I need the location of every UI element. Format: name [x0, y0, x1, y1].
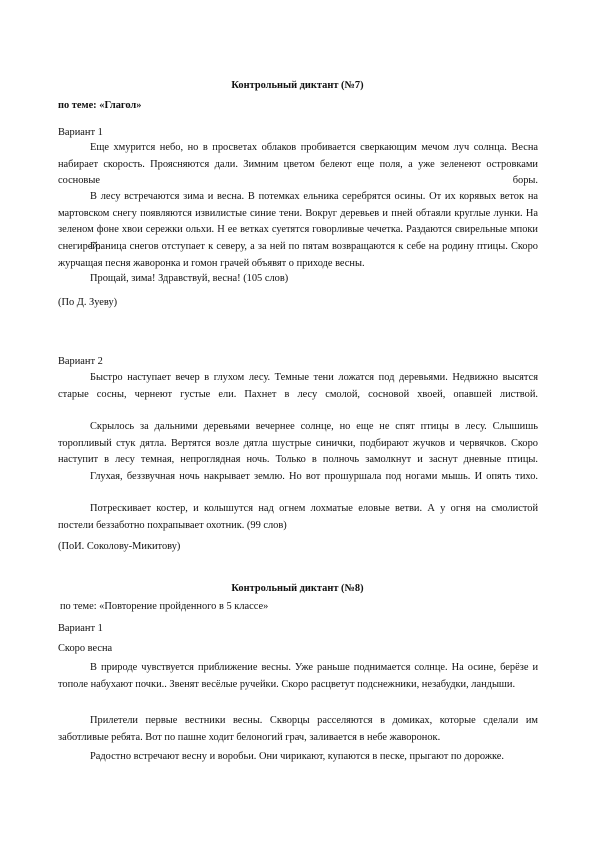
dictation-7-variant-1-label: Вариант 1	[58, 127, 103, 138]
dictation-8-heading: Скоро весна	[58, 643, 113, 654]
d7-v2-paragraph-3: Глухая, беззвучная ночь накрывает землю. Но вот прошуршала под ногами мышь. И опять тихо.	[90, 471, 538, 482]
d7-v1-source: (По Д. Зуеву)	[58, 297, 118, 308]
d8-v1-paragraph-1: В природе чувствуется приближение весны. Уже раньше поднимается солнце. На осине, берёзе и тополе набухают почки.. Звенят весёлые ручейки. Скоро расцветут подснежники, незабудки, ландыши.	[58, 662, 538, 690]
d7-v1-paragraph-4: Прощай, зима! Здравствуй, весна! (105 слов)	[90, 273, 289, 284]
dictation-7-title: Контрольный диктант (№7)	[231, 80, 364, 91]
d7-v2-paragraph-1: Быстро наступает вечер в глухом лесу. Темные тени ложатся под деревьями. Недвижно высятся старые сосны, чернеют густые ели. Пахнет в лесу смолой, сосновой хвоей, опавшей листвой.	[58, 372, 538, 400]
d7-v2-source: (ПоИ. Соколову-Микитову)	[58, 541, 181, 552]
d7-v1-paragraph-3: Граница снегов отступает к северу, а за ней по пятам возвращаются к себе на родину птицы. Скоро журчащая песня жаворонка и гомон грачей объявят о приходе весны.	[58, 241, 538, 269]
d7-v1-paragraph-1: Еще хмурится небо, но в просветах облаков пробивается сверкающим мечом луч солнца. Весна набирает скорость. Проясняются дали. Зимним цветом белеют еще поля, а уже зеленеют островками сосновые боры.	[58, 142, 538, 187]
dictation-7-variant-2-label: Вариант 2	[58, 356, 103, 367]
d7-v2-paragraph-4: Потрескивает костер, и колышутся над огнем лохматые еловые ветви. А у огня на смолистой постели беззаботно похрапывает охотник. (99 слов)	[58, 503, 538, 531]
dictation-8-title: Контрольный диктант (№8)	[231, 583, 364, 594]
dictation-8-variant-1-label: Вариант 1	[58, 623, 103, 634]
d8-v1-paragraph-3: Радостно встречают весну и воробьи. Они чирикают, купаются в песке, прыгают по дорожке.	[90, 751, 505, 762]
d7-v2-paragraph-2: Скрылось за дальними деревьями вечернее солнце, но еще не спят птицы в лесу. Слышишь торопливый стук дятла. Вертятся возле дятла шустрые синички, подбирают жучков и червячков. Скоро наступит в лесу темная, непроглядная ночь. Только в полночь замолкнут и заснут дневные птицы.	[58, 421, 538, 466]
d7-v1-paragraph-2: В лесу встречаются зима и весна. В потемках ельника серебрятся осины. От их корявых веток на мартовском снегу появляются извилистые синие тени. Вокруг деревьев и пней обтаяли круглые лунки. На зеленом фоне хвои сережки ольхи. Н ее ветках суетятся говорливые чечетка. Раздаются свирельные мпоки снегирей.	[58, 191, 538, 252]
d8-v1-paragraph-2: Прилетели первые вестники весны. Скворцы расселяются в домиках, которые сделали им заботливые ребята. Вот по пашне ходит белоногий грач, заливается в небе жаворонок.	[58, 715, 538, 743]
dictation-8-topic: по теме: «Повторение пройденного в 5 классе»	[60, 601, 269, 612]
dictation-7-topic: по теме: «Глагол»	[58, 100, 142, 111]
